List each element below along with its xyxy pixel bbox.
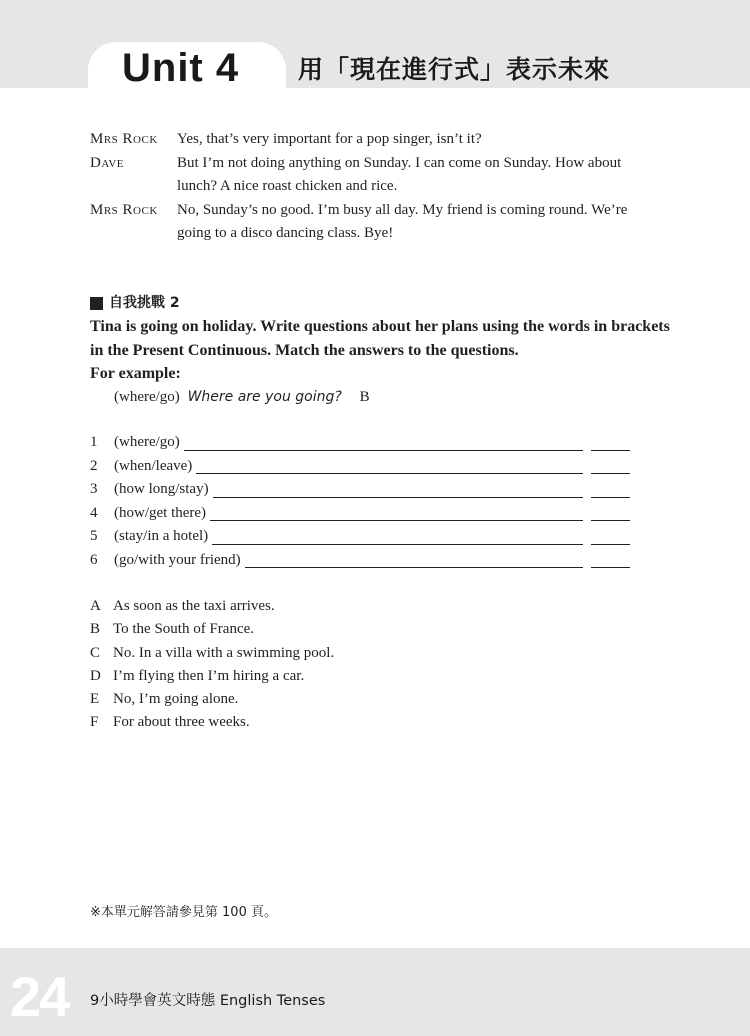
answer-item — [90, 711, 490, 734]
answer-text: No. In a villa with a swimming pool. — [113, 644, 335, 661]
question-prompt: (go/with your friend) — [114, 551, 241, 568]
example-letter: B — [359, 389, 370, 405]
question-item — [90, 478, 630, 502]
challenge-heading-text: 自我挑戰 2 — [109, 295, 180, 311]
question-number: 2 — [90, 457, 98, 474]
speaker-name: Dave — [90, 154, 125, 171]
example-answer: Where are you going? — [187, 389, 342, 405]
answer-letter: C — [90, 644, 101, 661]
question-prompt: (where/go) — [114, 434, 180, 450]
question-answer-blank[interactable] — [245, 551, 583, 568]
match-letter-blank[interactable] — [591, 528, 630, 545]
answer-letter: B — [90, 621, 101, 638]
question-answer-blank[interactable] — [212, 528, 583, 545]
question-prompt: (stay/in a hotel) — [114, 528, 209, 544]
answer-letter: D — [90, 667, 101, 684]
dialogue-line — [90, 128, 690, 152]
book-title: 9小時學會英文時態 English Tenses — [90, 993, 326, 1009]
question-prompt: (when/leave) — [114, 457, 193, 474]
answer-text: As soon as the taxi arrives. — [113, 598, 275, 614]
speech-text: But I’m not doing anything on Sunday. I can come on Sunday. How about lunch? A nice roast chicken and rice. — [177, 154, 622, 194]
match-letter-blank[interactable] — [591, 551, 630, 568]
footnote: ※本單元解答請參見第 100 頁。 — [90, 905, 277, 920]
speech-text: Yes, that’s very important for a pop singer, isn’t it? — [177, 131, 482, 147]
question-item — [90, 525, 630, 549]
page-number: 24 — [10, 965, 69, 1028]
example-line — [114, 386, 370, 408]
question-number: 1 — [90, 434, 98, 450]
match-letter-blank[interactable] — [591, 457, 630, 474]
question-list — [90, 431, 630, 572]
instructions — [90, 315, 680, 386]
question-number: 5 — [90, 528, 98, 544]
answer-item — [90, 595, 490, 618]
question-item — [90, 549, 630, 573]
speaker-name: Mrs Rock — [90, 201, 158, 218]
match-letter-blank[interactable] — [591, 504, 630, 521]
question-prompt: (how/get there) — [114, 504, 207, 521]
question-answer-blank[interactable] — [213, 481, 583, 498]
answer-item — [90, 688, 490, 711]
answer-item — [90, 665, 490, 688]
answer-text: For about three weeks. — [113, 714, 250, 731]
example-label: For example: — [90, 365, 181, 382]
speaker-name: Mrs Rock — [90, 131, 158, 147]
example-prompt: (where/go) — [114, 389, 180, 405]
match-letter-blank[interactable] — [591, 481, 630, 498]
answer-text: No, I’m going alone. — [113, 691, 239, 708]
unit-subtitle: 用「現在進行式」表示未來 — [298, 55, 611, 84]
question-answer-blank[interactable] — [196, 457, 583, 474]
dialogue — [90, 128, 690, 246]
question-number: 3 — [90, 481, 98, 497]
square-bullet-icon — [90, 297, 103, 310]
unit-title: Unit 4 — [122, 46, 240, 90]
answer-list — [90, 595, 490, 735]
question-item — [90, 502, 630, 526]
answer-letter: A — [90, 598, 101, 614]
answer-item — [90, 642, 490, 665]
answer-item — [90, 618, 490, 641]
question-answer-blank[interactable] — [210, 504, 583, 521]
question-answer-blank[interactable] — [184, 434, 583, 451]
question-number: 6 — [90, 551, 98, 568]
answer-text: To the South of France. — [113, 621, 255, 638]
speech-text: No, Sunday’s no good. I’m busy all day. My friend is coming round. We’re going to a disco dancing class. Bye! — [177, 201, 628, 241]
question-item — [90, 455, 630, 479]
question-number: 4 — [90, 504, 98, 521]
dialogue-line — [90, 199, 690, 246]
instructions-text: Tina is going on holiday. Write questions about her plans using the words in brackets in the Present Continuous. Match the answers to the questions. — [90, 318, 670, 359]
question-item — [90, 431, 630, 455]
dialogue-line — [90, 152, 690, 199]
answer-text: I’m flying then I’m hiring a car. — [113, 667, 305, 684]
answer-letter: E — [90, 691, 100, 708]
question-prompt: (how long/stay) — [114, 481, 209, 497]
match-letter-blank[interactable] — [591, 434, 630, 451]
challenge-heading — [90, 293, 180, 313]
answer-letter: F — [90, 714, 99, 731]
